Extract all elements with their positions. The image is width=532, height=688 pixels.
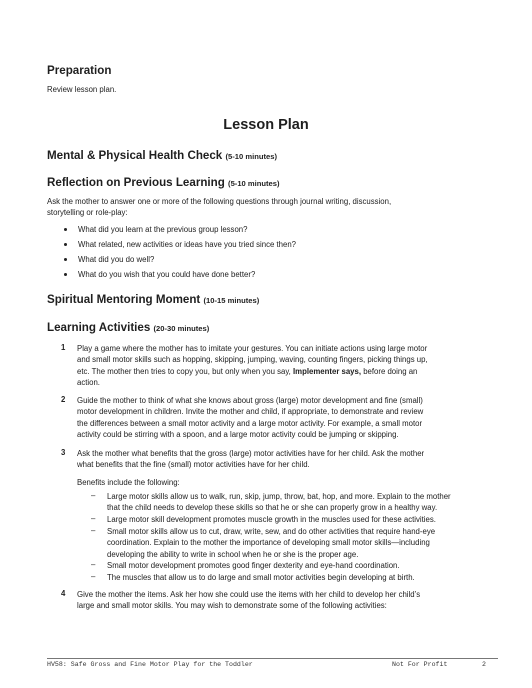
activity-line: Play a game where the mother has to imitate your gestures. You can initiate actions using large motor	[77, 344, 428, 353]
benefit-line: Large motor skill development promotes muscle growth in the muscles used for these activities.	[107, 515, 436, 524]
benefit-item	[107, 491, 499, 514]
health-check-duration: (5-10 minutes)	[225, 152, 277, 161]
dash-bullet: –	[91, 526, 96, 535]
footer-not-for-profit: Not For Profit	[392, 661, 448, 668]
learning-duration: (20-30 minutes)	[153, 324, 210, 333]
footer-page-number: 2	[482, 661, 486, 668]
footer-divider	[47, 658, 498, 659]
list-item	[64, 224, 296, 239]
implementer-says-emphasis: Implementer says,	[292, 366, 362, 376]
preparation-text: Review lesson plan.	[47, 85, 117, 94]
dash-bullet: –	[91, 572, 96, 581]
activity-line: and small motor skills such as hopping, skipping, jumping, waving, counting fingers, picking things up,	[77, 355, 428, 365]
activity-number: 1	[61, 343, 66, 352]
benefit-line: Small motor development promotes good finger dexterity and eye-hand coordination.	[107, 561, 400, 570]
activity-1	[77, 343, 492, 388]
footer-document-title: HV58: Safe Gross and Fine Motor Play for the Toddler	[47, 661, 253, 668]
activity-line: Guide the mother to think of what she knows about gross (large) motor development and fine (small)	[77, 396, 423, 405]
dash-bullet: –	[91, 491, 96, 500]
list-item	[64, 254, 296, 269]
lesson-plan-title: Lesson Plan	[223, 117, 309, 133]
reflection-question: What do you wish that you could have done better?	[78, 270, 256, 280]
dash-bullet: –	[91, 560, 96, 569]
list-item	[64, 239, 296, 254]
reflection-duration: (5-10 minutes)	[228, 179, 280, 188]
benefit-line: Large motor skills allow us to walk, run, skip, jump, throw, bat, hop, and more. Explain to the mother	[107, 492, 451, 501]
health-check-heading	[47, 149, 277, 162]
reflection-question: What related, new activities or ideas have you tried since then?	[78, 240, 296, 250]
reflection-question-list	[64, 224, 296, 284]
reflection-intro-line: storytelling or role-play:	[47, 208, 128, 218]
activity-line: what benefits that the fine (small) motor activities have for her child.	[77, 460, 310, 470]
bullet-icon	[64, 243, 67, 246]
benefit-line: developing the ability to write in school when he or she is the proper age.	[107, 549, 359, 559]
activity-line: Ask the mother what benefits that the gross (large) motor activities have for her child. Ask the mother	[77, 449, 425, 458]
bullet-icon	[64, 273, 67, 276]
activity-line: large and small motor skills. You may wish to demonstrate some of the following activities:	[77, 601, 387, 611]
activity-line: the differences between a small motor activity and a large motor activity. For example, a small motor	[77, 418, 423, 428]
activity-line-text: etc. The mother then tries to copy you, but only when you say,	[77, 366, 293, 376]
reflection-intro-line: Ask the mother to answer one or more of the following questions through journal writing, discussion,	[47, 197, 392, 206]
activity-3	[77, 448, 492, 471]
activity-line: motor development in children. Invite the mother and child, if appropriate, to demonstrate and review	[77, 407, 424, 417]
health-check-title: Mental & Physical Health Check	[47, 149, 223, 162]
activity-number: 4	[61, 589, 66, 598]
reflection-intro	[47, 196, 391, 219]
activity-line: activity could be stirring with a spoon, and a large motor activity could be jumping or skipping.	[77, 429, 399, 439]
preparation-heading: Preparation	[47, 64, 112, 77]
benefit-item	[107, 526, 499, 560]
benefit-item	[107, 560, 499, 571]
spiritual-heading	[47, 293, 259, 306]
benefits-label: Benefits include the following:	[77, 478, 180, 487]
activity-line-text: before doing an	[361, 366, 418, 376]
spiritual-duration: (10-15 minutes)	[203, 296, 260, 305]
benefit-item	[107, 572, 499, 583]
activity-line	[77, 366, 492, 377]
benefit-item	[107, 514, 499, 525]
benefit-line: Small motor skills allow us to cut, draw, write, sew, and do other activities that require hand-eye	[107, 527, 436, 536]
bullet-icon	[64, 258, 67, 261]
reflection-heading	[47, 176, 280, 189]
activity-number: 3	[61, 448, 66, 457]
reflection-question: What did you learn at the previous group lesson?	[78, 225, 248, 234]
activity-2	[77, 395, 492, 440]
benefit-line: coordination. Explain to the mother the importance of developing small motor skills—including	[107, 538, 430, 548]
bullet-icon	[64, 228, 67, 231]
spiritual-title: Spiritual Mentoring Moment	[47, 293, 201, 306]
learning-heading	[47, 321, 209, 334]
dash-bullet: –	[91, 514, 96, 523]
benefit-line: The muscles that allow us to do large and small motor activities begin developing at birth.	[107, 573, 415, 582]
reflection-question: What did you do well?	[78, 255, 155, 265]
activity-number: 2	[61, 395, 66, 404]
reflection-title: Reflection on Previous Learning	[47, 176, 225, 189]
list-item	[64, 269, 296, 284]
activity-4	[77, 589, 492, 612]
learning-title: Learning Activities	[47, 321, 151, 334]
activity-line: action.	[77, 377, 100, 387]
benefit-line: that the child needs to develop these skills so that he or she can properly grow in a healthy way.	[107, 503, 438, 513]
activity-line: Give the mother the items. Ask her how she could use the items with her child to develop her child’s	[77, 590, 421, 599]
